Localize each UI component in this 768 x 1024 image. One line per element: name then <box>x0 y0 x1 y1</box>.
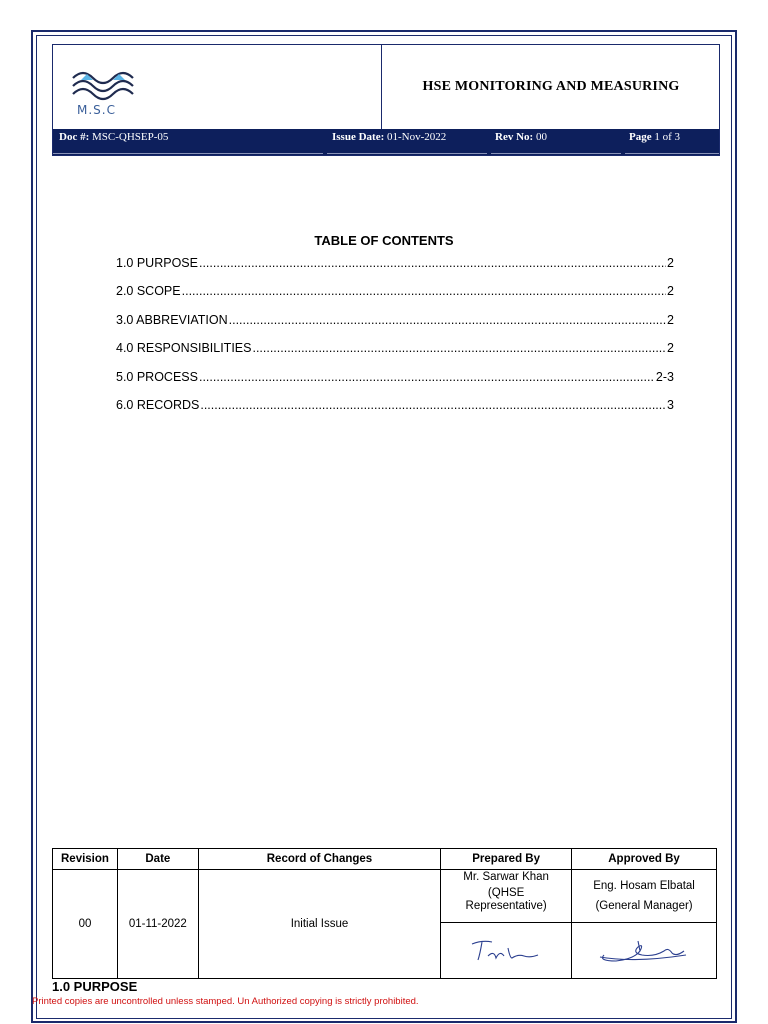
prepared-by-cell <box>441 870 572 923</box>
column-header-approved-by: Approved By <box>572 849 717 870</box>
toc-entry[interactable] <box>116 370 674 398</box>
revision-number-label: Rev No: <box>495 131 534 143</box>
logo-text: M.S.C <box>77 103 116 117</box>
table-header-row <box>53 849 717 870</box>
approved-by-signature-cell <box>572 923 717 979</box>
toc-entry[interactable] <box>116 284 674 312</box>
table-row <box>53 870 717 923</box>
doc-number-label: Doc #: <box>59 131 90 143</box>
approved-by-cell <box>572 870 717 923</box>
prepared-by-signature <box>466 936 546 966</box>
doc-number-value: MSC-QHSEP-05 <box>92 131 169 143</box>
column-header-prepared-by: Prepared By <box>441 849 572 870</box>
revision-cell: 00 <box>53 870 118 979</box>
toc-heading: TABLE OF CONTENTS <box>314 233 454 248</box>
doc-number <box>59 131 168 143</box>
page-number-value: 1 of 3 <box>654 131 681 143</box>
toc-leader-dots <box>252 341 666 355</box>
info-bar-rule <box>53 153 323 154</box>
info-bar-rule <box>491 153 621 154</box>
changes-cell: Initial Issue <box>198 870 440 979</box>
title-cell <box>383 45 719 129</box>
document-title: HSE MONITORING AND MEASURING <box>422 79 680 94</box>
toc-entry-page: 3 <box>667 397 674 412</box>
toc-entry-page: 2 <box>667 312 674 327</box>
column-header-revision: Revision <box>53 849 118 870</box>
toc-leader-dots <box>182 284 666 298</box>
toc-entry-page: 2 <box>667 284 674 299</box>
toc-leader-dots <box>229 313 666 327</box>
toc-entry[interactable] <box>116 398 674 426</box>
prepared-by-signature-cell <box>441 923 572 979</box>
issue-date <box>332 131 446 143</box>
toc-leader-dots <box>199 256 666 270</box>
table-of-contents <box>116 256 674 426</box>
toc-leader-dots <box>199 370 655 384</box>
issue-date-label: Issue Date: <box>332 131 385 143</box>
toc-entry[interactable] <box>116 341 674 369</box>
page-number-label: Page <box>629 131 652 143</box>
document-info-bar <box>53 129 719 155</box>
toc-entry-label: 2.0 SCOPE <box>116 284 181 299</box>
column-header-changes: Record of Changes <box>198 849 440 870</box>
logo-cell <box>53 45 382 129</box>
revision-number <box>495 131 547 143</box>
toc-entry-page: 2-3 <box>655 369 674 384</box>
toc-entry-label: 6.0 RECORDS <box>116 397 200 412</box>
approved-by-role: (General Manager) <box>595 900 693 912</box>
revision-table <box>52 848 717 979</box>
info-bar-rule <box>327 153 487 154</box>
prepared-by-name: Mr. Sarwar Khan <box>463 871 549 883</box>
approved-by-name: Eng. Hosam Elbatal <box>593 880 695 892</box>
toc-entry-page: 2 <box>667 341 674 356</box>
approved-by-signature <box>594 935 694 967</box>
toc-entry-label: 5.0 PROCESS <box>116 369 198 384</box>
toc-entry[interactable] <box>116 256 674 284</box>
column-header-date: Date <box>117 849 198 870</box>
date-cell: 01-11-2022 <box>117 870 198 979</box>
revision-number-value: 00 <box>535 131 547 143</box>
info-bar-rule <box>625 153 719 154</box>
toc-entry-label: 1.0 PURPOSE <box>116 256 198 270</box>
section-heading: 1.0 PURPOSE <box>52 979 138 994</box>
toc-entry-label: 4.0 RESPONSIBILITIES <box>116 341 252 356</box>
issue-date-value: 01-Nov-2022 <box>387 131 447 143</box>
toc-leader-dots <box>200 398 666 412</box>
toc-entry[interactable] <box>116 313 674 341</box>
prepared-by-role: (QHSE Representative) <box>465 887 547 912</box>
document-header <box>52 44 720 156</box>
page-number <box>629 131 680 143</box>
footer-note: Printed copies are uncontrolled unless stamped. Un Authorized copying is strictly prohibited. <box>32 996 419 1007</box>
toc-entry-label: 3.0 ABBREVIATION <box>116 312 228 327</box>
toc-entry-page: 2 <box>667 256 674 270</box>
